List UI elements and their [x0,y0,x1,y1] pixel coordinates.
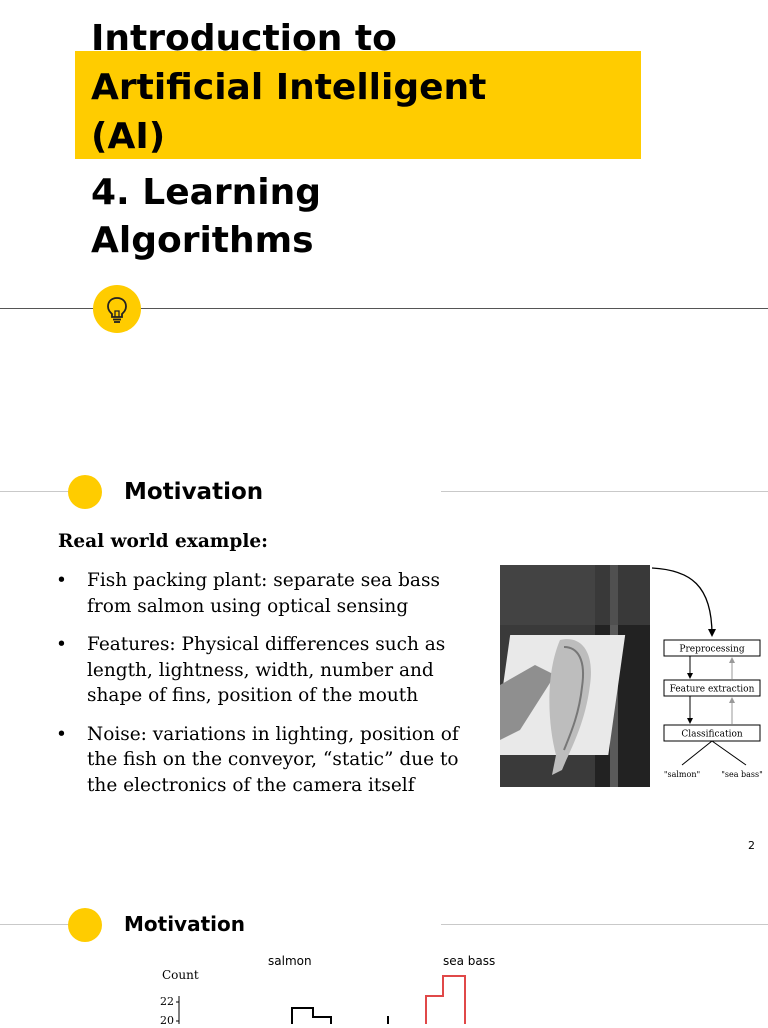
bullet-text: Features: Physical differences such as length, lightness, width, number and shape of fins, position of the mouth [87,634,446,706]
example-label: Real world example: [58,531,268,552]
section-dot [68,475,102,509]
slide-title: Introduction to Artificial Intelligent (AI) [91,18,487,157]
bullet-icon: • [56,570,67,591]
bullet-item [56,722,481,799]
hist-tick: 22 [160,995,174,1008]
bullet-icon: • [56,723,67,745]
pipeline-step-classification: Classification [681,729,743,740]
hist-tick: 20 [160,1014,174,1024]
section-divider-left [0,491,70,492]
sea-bass-histogram-line [426,976,465,1024]
section-heading: Motivation [124,479,264,505]
section-divider-right [441,924,768,925]
salmon-histogram-line [292,1008,331,1024]
bullet-list [56,568,481,864]
section-divider-left [0,924,70,925]
section-divider-right [441,491,768,492]
page-number: 2 [748,839,755,852]
output-sea-bass: "sea bass" [721,770,763,779]
bullet-icon: • [56,634,67,655]
length-histogram [150,950,520,1024]
pipeline-step-preprocessing: Preprocessing [679,644,745,655]
section-dot [68,908,102,942]
bullet-text: Noise: variations in lighting, position of the fish on the conveyor, “static” due to the electronics of the camera itself [87,723,459,796]
lightbulb-icon [93,285,141,333]
output-salmon: "salmon" [663,770,701,779]
section-heading: Motivation [124,912,245,936]
slide-subtitle: 4. Learning Algorithms [91,172,322,261]
pipeline-step-feature-extraction: Feature extraction [669,684,755,695]
hist-ylabel: Count [162,968,199,982]
recognition-pipeline-diagram [650,565,768,795]
lightbulb-badge [93,285,141,333]
hist-legend-sea-bass: sea bass [443,954,496,968]
bullet-item [56,632,481,709]
bullet-text: Fish packing plant: separate sea bass from salmon using optical sensing [87,570,440,617]
fish-conveyor-photo [500,565,650,787]
hist-legend-salmon: salmon [268,954,312,968]
bullet-item [56,568,481,619]
